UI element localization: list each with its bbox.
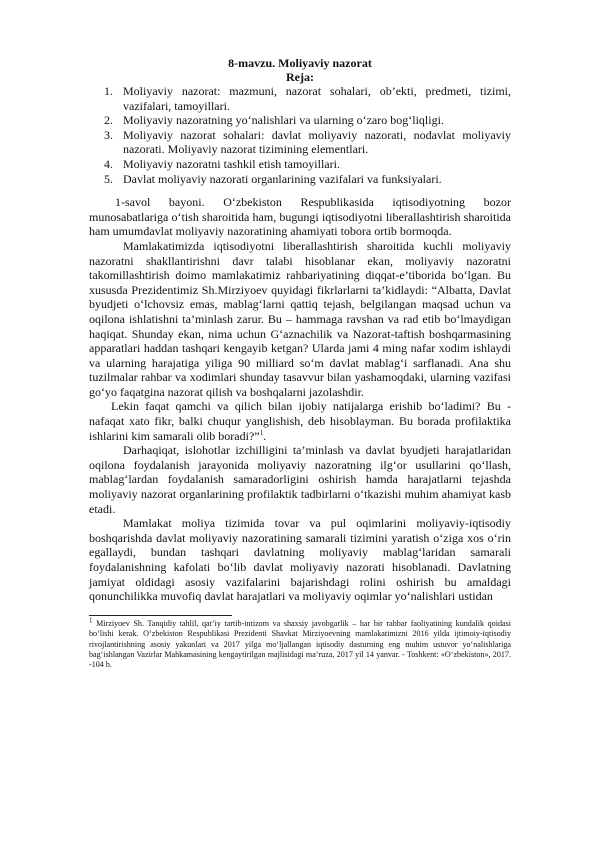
plan-item-number: 3. bbox=[104, 127, 113, 142]
plan-item bbox=[89, 128, 511, 157]
plan-heading: Reja: bbox=[286, 70, 314, 84]
body-paragraph bbox=[89, 399, 511, 443]
footnote-mark: 1 bbox=[89, 616, 93, 625]
plan-item-text: Moliyaviy nazorat sohalari: davlat moliyaviy nazorati, nodavlat moliyaviy nazorati. Moliyaviy nazorat tizimining elementlari. bbox=[123, 127, 511, 157]
plan-item-text: Moliyaviy nazoratning yo‘nalishlari va ularning o‘zaro bog‘liqligi. bbox=[123, 113, 444, 128]
plan-item-number: 2. bbox=[104, 113, 113, 128]
body-paragraph: Mamlakatimizda iqtisodiyotni liberallashtirish sharoitida kuchli moliyaviy nazoratni shakllantirishni davr talabi hisoblanar ekan, moliyaviy nazoratni takomillashtirish doimo mamlakatimiz rahbariyatining diqqat-e’tiborida bo‘lgan. Bu xususda Prezidentimiz Sh.Mirziyoev quyidagi fikrlarlarni ta’kidlaydi: “Albatta, Davlat byudjeti o‘lchovsiz emas, mablag‘larni qattiq tejash, belgilangan maqsad uchun va oqilona ishlatishni ta’minlash zarur. Bu – hammaga ravshan va rad etib bo‘lmaydigan haqiqat. Shunday ekan, nima uchun G‘aznachilik va Nazorat-taftish boshqarmasining apparatlari haddan tashqari kengayib ketgan? Ularda jami 4 ming nafar xodim ishlaydi va ularning harajatiga yiliga 90 milliard so‘m davlat mablag‘i sarflanadi. Ana shu tuzilmalar rahbar va xodimlari shunday tasavvur bilan yashamoqdaki, ularning vazifasi go‘yo faqatgina nazorat qilish va boshqalarni jazolashdir. bbox=[89, 238, 511, 399]
plan-list bbox=[89, 84, 511, 186]
plan-item-text: Moliyaviy nazorat: mazmuni, nazorat sohalari, ob’ekti, predmeti, tizimi, vazifalari, tamoyillari. bbox=[123, 84, 511, 113]
document-page bbox=[89, 56, 511, 671]
quote-end: . bbox=[263, 428, 267, 443]
plan-item bbox=[89, 172, 511, 187]
plan-item-number: 1. bbox=[104, 84, 113, 98]
footnote-text: Mirziyoev Sh. Tanqidiy tahlil, qat’iy tartib-intizom va shaxsiy javobgarlik – har bir rahbar faoliyatining kundalik qoidasi bo‘lishi kerak. O‘zbekiston Respublikasi Prezidenti Shavkat Mirziyoevning mamlakatimizni 2016 yilda ijtimoiy-iqtisodiy rivojlantirishning asosiy yakunlari va 2017 yilga mo‘ljallangan iqtisodiy dasturning eng muhim ustuvor yo‘nalishlariga bag‘ishlangan Vazirlar Mahkamasining kengaytirilgan majlisidagi ma’ruza, 2017 yil 14 yanvar. - Toshkent: «O‘zbekiston», 2017. -104 b. bbox=[89, 618, 511, 670]
plan-item-text: Davlat moliyaviy nazorati organlarining vazifalari va funksiyalari. bbox=[123, 171, 442, 186]
quote-text: Lekin faqat qamchi va qilich bilan ijobiy natijalarga erishib bo‘ladimi? Bu - nafaqat xato fikr, balki chuqur yanglishish, deb hisoblayman. Bu borada profilaktika ishlarini kim samarali olib boradi?” bbox=[89, 399, 511, 443]
plan-item-number: 5. bbox=[104, 171, 113, 186]
footnote-ref[interactable]: 1 bbox=[259, 428, 264, 437]
plan-item bbox=[89, 84, 511, 113]
spacer bbox=[89, 186, 511, 195]
plan-item-text: Moliyaviy nazoratni tashkil etish tamoyillari. bbox=[123, 156, 340, 171]
plan-item-number: 4. bbox=[104, 156, 113, 171]
footnote-divider bbox=[89, 615, 232, 616]
plan-item bbox=[89, 157, 511, 172]
footnote bbox=[89, 616, 511, 671]
body-paragraph: Mamlakat moliya tizimida tovar va pul oqimlarini moliyaviy-iqtisodiy boshqarishda davlat moliyaviy nazoratining samarali tizimini yaratish o‘ziga xos o‘rin egallaydi, bundan tashqari davlatning moliyaviy mablag‘laridan samarali foydalanishning kafolati bo‘lib davlat moliyaviy nazorati hisoblanadi. Davlatning jamiyat oldidagi asosiy vazifalarini bajarishdagi rolini oshirish bu amaldagi qonunchilikka muvofiq davlat harajatlari va moliyaviy oqimlar yo‘nalishlari ustidan bbox=[89, 516, 511, 604]
body-paragraph: Darhaqiqat, islohotlar izchilligini ta’minlash va davlat byudjeti harajatlaridan oqilona foydalanish jarayonida moliyaviy nazoratning ilg‘or usullarini qo‘llash, mablag‘lardan foydalanish samaradorligini oshirish hamda harajatlarni tejashda moliyaviy nazorat organlarining profilaktik tadbirlarni o‘tkazishi muhim ahamiyat kasb etadi. bbox=[89, 443, 511, 516]
plan-item bbox=[89, 113, 511, 128]
page-title: 8-mavzu. Moliyaviy nazorat bbox=[228, 56, 372, 70]
body-paragraph: 1-savol bayoni. O‘zbekiston Respublikasida iqtisodiyotning bozor munosabatlariga o‘tish sharoitida ham, bugungi iqtisodiyotni liberallashtirish sharoitida ham umumdavlat moliyaviy nazoratining ahamiyati tobora ortib bormoqda. bbox=[89, 195, 511, 239]
